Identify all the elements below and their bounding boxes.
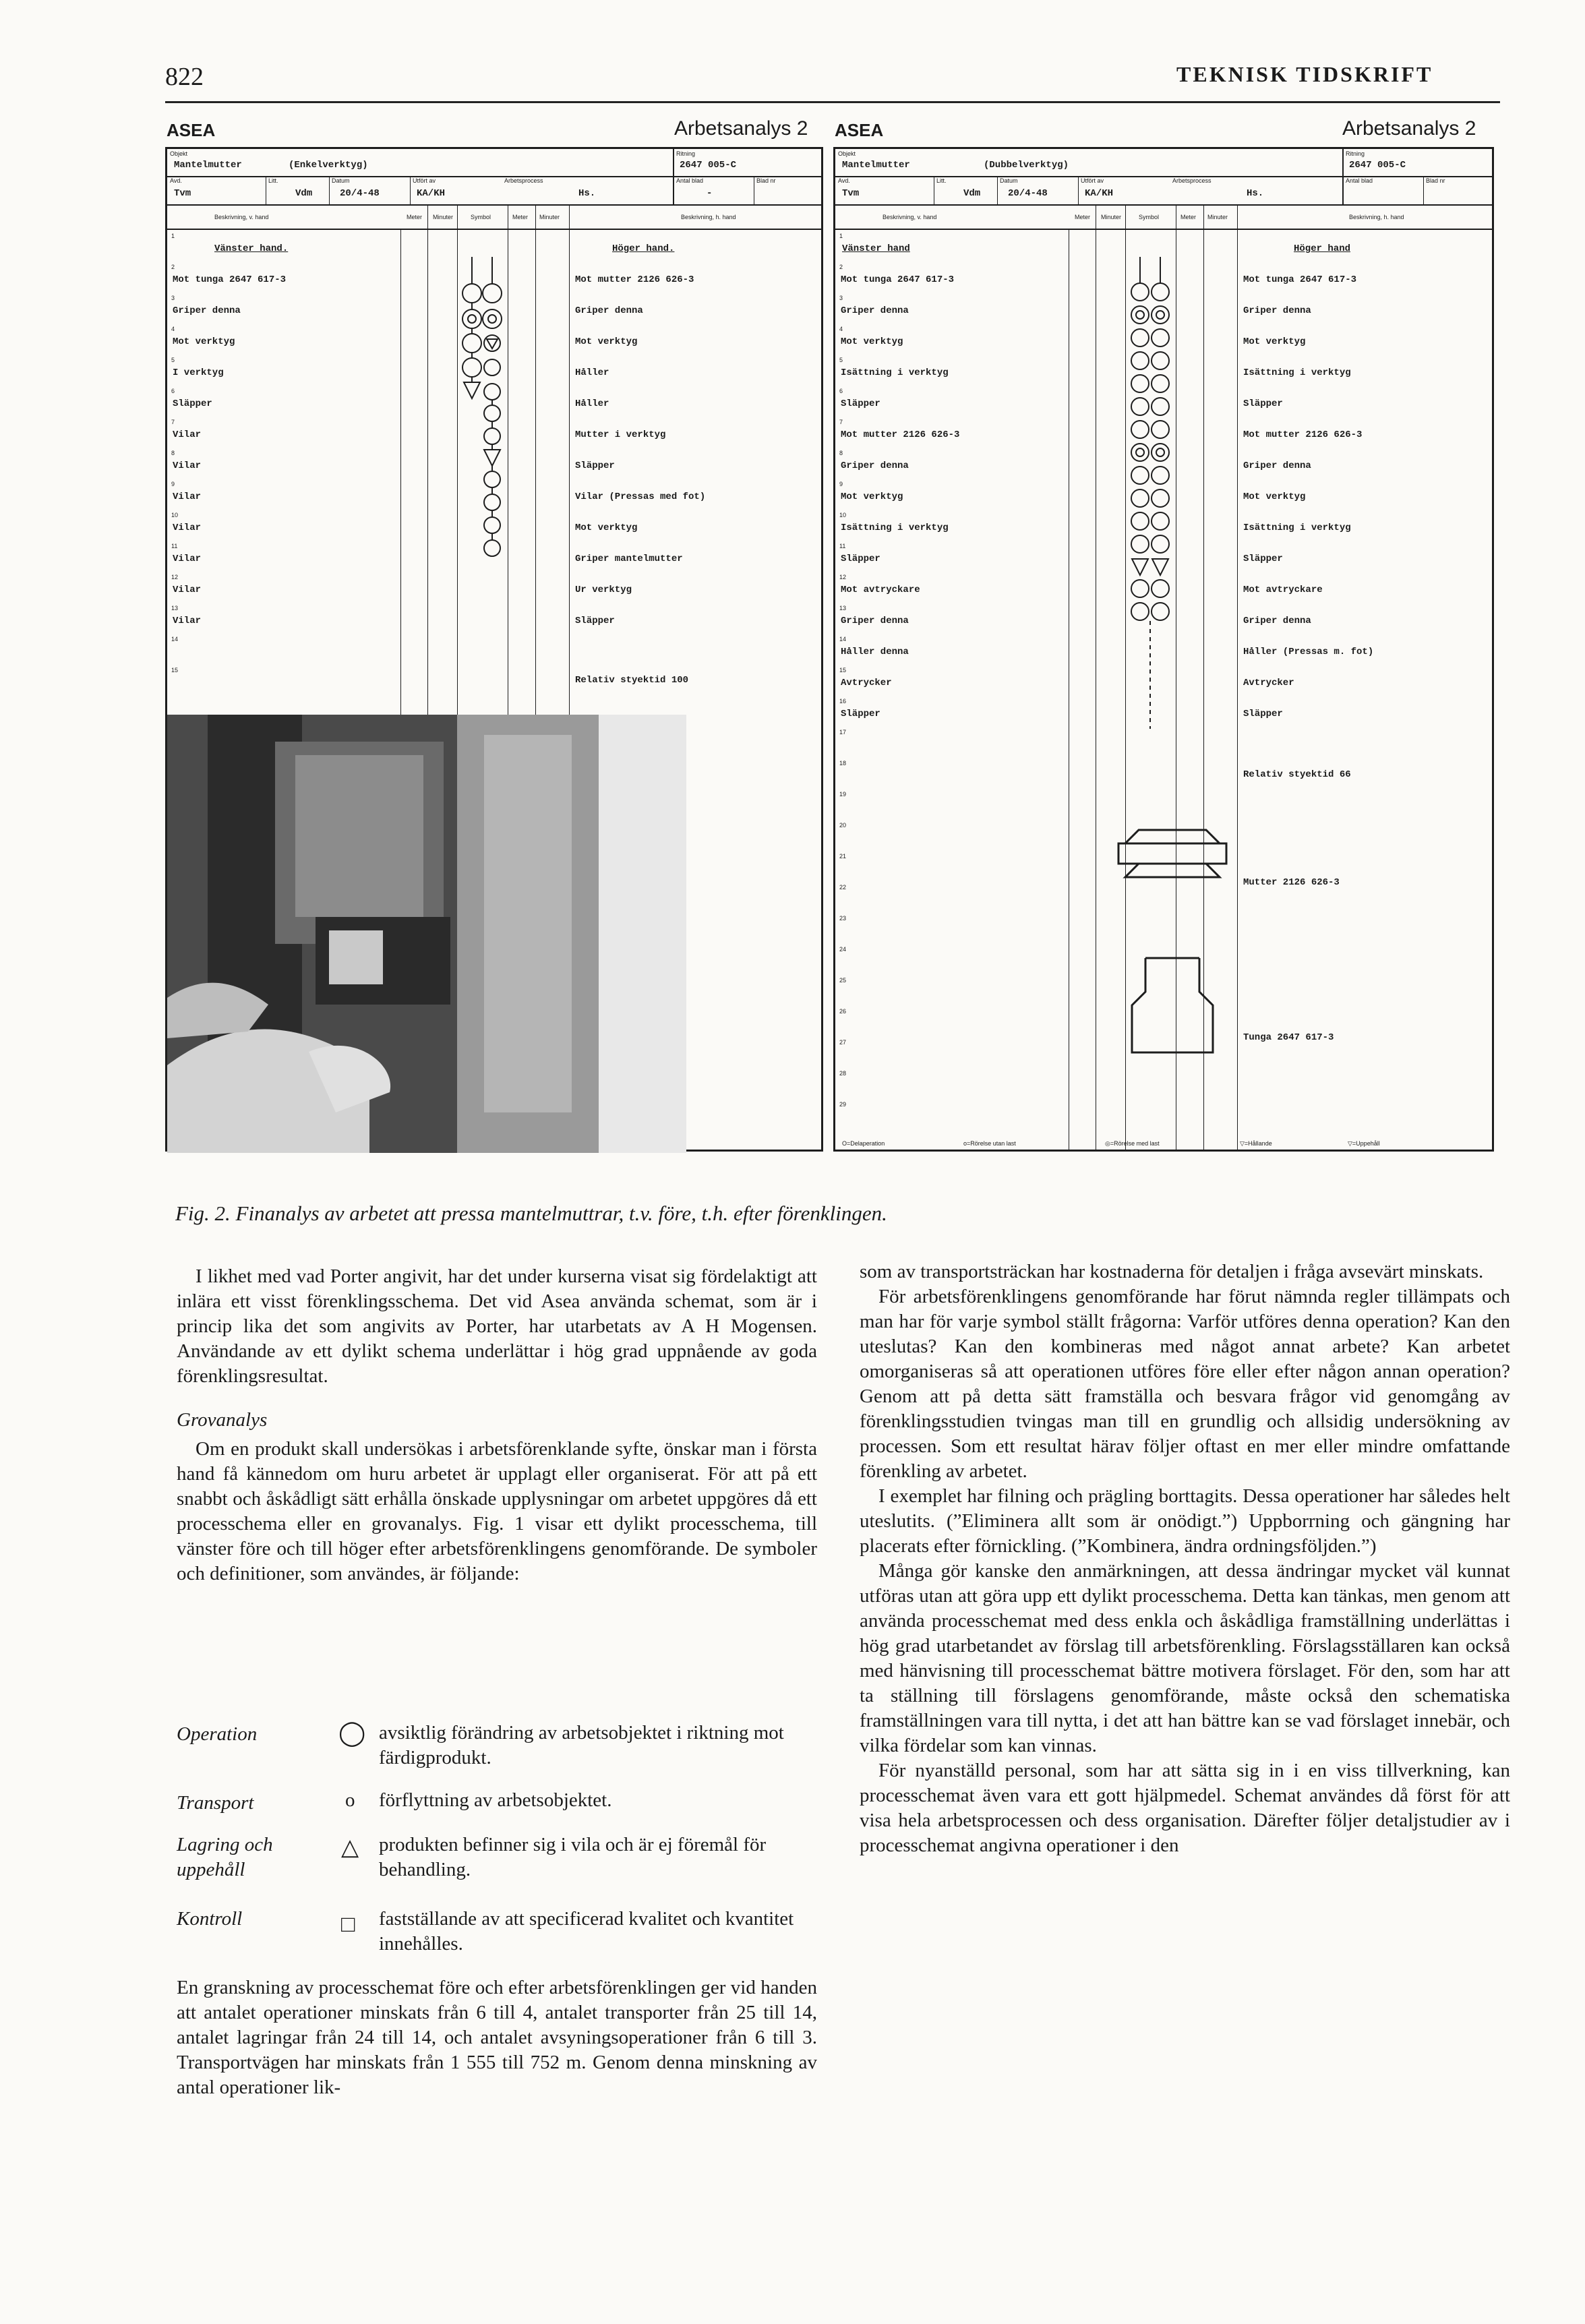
right-column — [860, 1259, 1510, 1858]
form-1-antal: - — [707, 188, 713, 199]
form-1-left-row: Vilar — [173, 491, 202, 502]
form-1-litt-label: Litt. — [268, 177, 278, 184]
form-1-left-row: Vilar — [173, 429, 202, 440]
form-2-right-row: Griper denna — [1243, 616, 1311, 626]
symbol-name: Lagring och uppehåll — [177, 1834, 273, 1880]
form-2-left-row: Håller denna — [841, 647, 909, 657]
left-column — [177, 1264, 817, 1586]
form-1-datum-label: Datum — [332, 177, 350, 184]
form-1-frame: Objekt Mantelmutter (Enkelverktyg) Ritning 2647 005-C Avd. Tvm Litt. Vdm Datum 20/4-48 Utfört av KA/KH Arbetsprocess Hs. Antal blad - Blad nr Beskrivning, v. hand Meter Minuter Symbol Meter Minuter Beskrivning, h. hand 1 2 3 4 5 6 7 8 9 10 11 12 13 14 15 Vänster hand. Höger hand. Mot tunga 2647 617-3 Griper denna Mot verktyg I verktyg Släpper Vilar Vilar Vilar Vilar Vilar Vilar Vilar Mot mutter 2126 626-3 Griper denna Mot verktyg Håller Håller Mutter i verktyg Släpper Vilar (Pressas med fot) Mot verktyg Griper mantelmutter Ur verktyg Släpper Relativ styektid 100 — [165, 147, 823, 1152]
symbol-name: Transport — [177, 1792, 254, 1814]
form-1-col-meter: Meter — [407, 214, 423, 220]
paragraph: Många gör kanske den anmärkningen, att dessa ändringar mycket väl kunnat utföras utan att göra upp ett dylikt processchema. Detta kan tänkas, men genom att använda processchemat med dess enkla och åskådliga framställning underlättas i hög grad utarbetandet av förslag till arbetsförenkling. Förslagsställaren kan också med hänvisning till processchemat bättre motivera förslaget. För den, som har att ta ställning till förslagens genomförande, måste också den schematiska framställningen vara till nytta, i det att han bättre kan se vad förslaget innebär, och vilka fördelar som kan vinnas. — [860, 1560, 1510, 1756]
form-2-part-mutter: Mutter 2126 626-3 — [1243, 877, 1340, 888]
form-2-left-row: Släpper — [841, 554, 880, 564]
form-1-blad-label: Blad nr — [756, 177, 776, 184]
form-2-avd: Tvm — [842, 188, 860, 199]
form-2-left-row: Mot avtryckare — [841, 585, 920, 595]
form-1-left-row: Vilar — [173, 523, 202, 533]
form-2-right-row: Isättning i verktyg — [1243, 367, 1351, 378]
form-2-right-row: Mot verktyg — [1243, 336, 1306, 347]
form-1-right-row: Håller — [575, 398, 609, 409]
form-2-title: Arbetsanalys 2 — [1342, 117, 1476, 140]
paragraph: För arbetsförenklingens genomförande har förut nämnda regler tillämpats och man har för varje symbol ställt frågorna: Varför utföres denna operation? Kan den uteslutas? Kan den kombineras med något annat arbete? Kan arbetet omorganiseras så att operationen utföres före eller efter någon annan operation? Genom att på detta sätt framställa och besvara frågor vid genomgång av förenklingsstudien tvingas man till en grundlig och allsidig undersökning av processen. Som ett resultat härav följer oftast en mer eller mindre omfattande förenkling av arbetet. — [860, 1286, 1510, 1482]
workshop-photo — [167, 715, 686, 1153]
form-2-left-row: Mot tunga 2647 617-3 — [841, 274, 955, 285]
press-operator-photo — [167, 715, 686, 1153]
paragraph: Om en produkt skall undersökas i arbetsförenklande syfte, önskar man i första hand få kännedom om huru arbetet är upplagt eller organiserat. För att på ett snabbt och åskådligt sätt erhålla önskade upplysningar om arbetet uppgöres då ett processchema eller en grovanalys. Fig. 1 visar ett dylikt processchema, till vänster före och till höger efter arbetsförenklingens genomförande. De symboler och definitioner, som användes, är följande: — [177, 1438, 817, 1584]
symbol-name: Operation — [177, 1723, 258, 1745]
form-1-right-row: Håller — [575, 367, 609, 378]
paragraph: I exemplet har filning och prägling borttagits. Dessa operationer har således helt uteslutits. (”Eliminera allt som är onödigt.”) Uppborrning och gängning har placerats efter förnickling. (”Kombinera, ändra ordningsföljden.”) — [860, 1485, 1510, 1557]
form-1-title: Arbetsanalys 2 — [674, 117, 808, 140]
form-1-left-row: Vilar — [173, 554, 202, 564]
form-1-litt: Vdm — [295, 188, 313, 199]
form-2-objekt-label: Objekt — [838, 150, 856, 157]
form-2-datum-label: Datum — [1000, 177, 1018, 184]
form-1-left-row: Släpper — [173, 398, 212, 409]
form-2-legend-item: ◎=Rörelse med last — [1105, 1140, 1160, 1147]
symbol-name: Kontroll — [177, 1908, 243, 1930]
form-1-variant: (Enkelverktyg) — [289, 160, 368, 171]
form-1-objekt-label: Objekt — [170, 150, 188, 157]
form-2-right-row: Mot mutter 2126 626-3 — [1243, 429, 1363, 440]
form-2-left-head: Vänster hand — [842, 243, 910, 254]
form-2-datum: 20/4-48 — [1008, 188, 1048, 199]
form-1-avd: Tvm — [174, 188, 191, 199]
form-1-objekt: Mantelmutter — [174, 160, 242, 171]
form-1-col-minuter: Minuter — [433, 214, 454, 220]
form-2-process: Hs. — [1247, 188, 1264, 199]
form-1-left-row: I verktyg — [173, 367, 224, 378]
form-1-left-head: Vänster hand. — [214, 243, 289, 254]
form-2-left-row: Mot verktyg — [841, 336, 903, 347]
form-1-col-meter2: Meter — [512, 214, 529, 220]
form-2-ritning: 2647 005-C — [1349, 160, 1406, 171]
form-1-col-right: Beskrivning, h. hand — [681, 214, 736, 220]
form-2-col-meter: Meter — [1075, 214, 1091, 220]
page-number: 822 — [165, 63, 204, 91]
form-1-ritning: 2647 005-C — [680, 160, 737, 171]
form-2-col-right: Beskrivning, h. hand — [1349, 214, 1404, 220]
form-1-symbol-chart — [457, 257, 508, 648]
form-2-left-row: Avtrycker — [841, 678, 892, 688]
form-2-legend-item: ▽=Hållande — [1240, 1140, 1272, 1147]
form-2-avd-label: Avd. — [838, 177, 850, 184]
form-2-blad-label: Blad nr — [1426, 177, 1445, 184]
form-2-left-row: Mot verktyg — [841, 491, 903, 502]
form-1-left-row: Mot verktyg — [173, 336, 235, 347]
form-1-col-symbol: Symbol — [471, 214, 491, 220]
form-2-variant: (Dubbelverktyg) — [984, 160, 1069, 171]
form-1-ritning-label: Ritning — [676, 150, 696, 157]
form-2-process-label: Arbetsprocess — [1172, 177, 1212, 184]
form-2-utfort: KA/KH — [1085, 188, 1114, 199]
form-1-right-row: Ur verktyg — [575, 585, 632, 595]
form-1-left-row: Griper denna — [173, 305, 241, 316]
form-2-left-row: Griper denna — [841, 460, 909, 471]
form-1-process: Hs. — [578, 188, 596, 199]
symbol-definition: förflyttning av arbetsobjektet. — [379, 1789, 612, 1811]
form-2-right-row: Isättning i verktyg — [1243, 523, 1351, 533]
part-drawings — [1105, 823, 1240, 1093]
form-1-right-head: Höger hand. — [612, 243, 675, 254]
form-2-legend-item: o=Rörelse utan last — [963, 1140, 1016, 1147]
form-1-col-left: Beskrivning, v. hand — [214, 214, 269, 220]
form-2-brand: ASEA — [835, 120, 884, 140]
form-1-right-row: Mot mutter 2126 626-3 — [575, 274, 694, 285]
form-2-part-tunga: Tunga 2647 617-3 — [1243, 1032, 1334, 1043]
form-2-right-row: Mot verktyg — [1243, 491, 1306, 502]
form-1-right-row: Vilar (Pressas med fot) — [575, 491, 706, 502]
form-1-avd-label: Avd. — [170, 177, 182, 184]
form-1-left-row: Vilar — [173, 585, 202, 595]
form-2-left-row: Släpper — [841, 709, 880, 719]
form-2-col-left: Beskrivning, v. hand — [883, 214, 937, 220]
form-2-left-row: Griper denna — [841, 305, 909, 316]
form-1-right-row: Mot verktyg — [575, 523, 638, 533]
symbol-definition: produkten befinner sig i vila och är ej föremål för behandling. — [379, 1834, 767, 1880]
form-1-left-row: Vilar — [173, 616, 202, 626]
form-2-antal-label: Antal blad — [1346, 177, 1373, 184]
form-2-legend-item: O=Delaperation — [842, 1140, 885, 1147]
form-1-brand: ASEA — [167, 120, 216, 140]
form-1-utfort-label: Utfört av — [413, 177, 436, 184]
form-2-right-row: Mot avtryckare — [1243, 585, 1323, 595]
symbol-definition: avsiktlig förändring av arbetsobjektet i riktning mot färdigprodukt. — [379, 1722, 784, 1768]
form-2-right-row: Släpper — [1243, 398, 1283, 409]
form-2-objekt: Mantelmutter — [842, 160, 910, 171]
paragraph: som av transportsträckan har kostnaderna för detaljen i fråga avsevärt minskats. — [860, 1261, 1484, 1282]
form-2-left-row: Griper denna — [841, 616, 909, 626]
form-2-ritning-label: Ritning — [1346, 150, 1365, 157]
form-2-right-row: Släpper — [1243, 554, 1283, 564]
form-2-frame: Objekt Mantelmutter (Dubbelverktyg) Ritning 2647 005-C Avd. Tvm Litt. Vdm Datum 20/4-48 Utfört av KA/KH Arbetsprocess Hs. Antal blad Blad nr Beskrivning, v. hand Meter Minuter Symbol Meter Minuter Beskrivning, h. hand 1 2 3 4 5 6 7 8 9 10 11 12 13 14 15 16 17 18 19 20 21 22 23 24 25 26 27 28 29 Vänster hand Höger hand Mot tunga 2647 617-3 Griper denna Mot verktyg Isättning i verktyg Släpper Mot mutter 2126 626-3 Griper denna Mot verktyg Isättning i verktyg Släpper Mot avtryckare Griper denna Håller denna Avtrycker Släpper Mot tunga 2647 617-3 Griper denna Mot verktyg Isättning i verktyg Släpper Mot mutter 2126 626-3 Griper denna Mot verktyg Isättning i verktyg Släpper Mot avtryckare Griper denna Håller (Pressas m. fot) Avtrycker Släpper Relativ styektid 66 Mutter 2126 626-3 Tunga 2647 617-3 O=Delaperation o=Rörelse utan last ◎=Rörelse med last ▽=Hållande ▽=Uppehåll — [833, 147, 1494, 1152]
form-2-col-minuter2: Minuter — [1207, 214, 1228, 220]
form-2-right-row: Griper denna — [1243, 460, 1311, 471]
form-1-left-row: Vilar — [173, 460, 202, 471]
form-2-utfort-label: Utfört av — [1081, 177, 1104, 184]
form-1-right-row: Mutter i verktyg — [575, 429, 666, 440]
form-2-litt-label: Litt. — [936, 177, 947, 184]
form-2-right-row: Griper denna — [1243, 305, 1311, 316]
left-column-end — [177, 1975, 817, 2100]
form-2-summary: Relativ styektid 66 — [1243, 769, 1351, 780]
control-symbol-icon: □ — [341, 1912, 355, 1937]
form-2-col-minuter: Minuter — [1101, 214, 1122, 220]
form-2-symbol-chart — [1125, 257, 1176, 742]
form-1-datum: 20/4-48 — [340, 188, 380, 199]
paragraph: För nyanställd personal, som har att sätta sig in i en viss tillverkning, kan processchemat även vara ett gott hjälpmedel. Schemat användes då först för att visa hela arbetsprocessen och dess organisation. Därefter följer detaljstudier av i processchemat angivna operationer i den — [860, 1760, 1510, 1856]
form-1-right-row: Släpper — [575, 616, 615, 626]
form-2-right-head: Höger hand — [1294, 243, 1351, 254]
form-1-right-row: Griper mantelmutter — [575, 554, 683, 564]
form-2-left-row: Mot mutter 2126 626-3 — [841, 429, 960, 440]
form-2-left-row: Isättning i verktyg — [841, 367, 949, 378]
operation-symbol-icon: ◯ — [338, 1719, 366, 1746]
section-heading: Grovanalys — [177, 1409, 268, 1431]
form-1-utfort: KA/KH — [417, 188, 446, 199]
form-2-left-row: Isättning i verktyg — [841, 523, 949, 533]
symbol-definitions — [177, 1721, 817, 1977]
form-1-col-minuter2: Minuter — [539, 214, 560, 220]
transport-symbol-icon: o — [345, 1789, 355, 1811]
form-2-right-row: Släpper — [1243, 709, 1283, 719]
form-2 — [833, 117, 1494, 1152]
form-1-antal-label: Antal blad — [676, 177, 704, 184]
form-2-right-row: Håller (Pressas m. fot) — [1243, 647, 1374, 657]
form-2-litt: Vdm — [963, 188, 981, 199]
symbol-definition: fastställande av att specificerad kvalitet och kvantitet innehålles. — [379, 1908, 794, 1955]
form-2-col-meter2: Meter — [1180, 214, 1197, 220]
storage-symbol-icon: △ — [341, 1835, 359, 1860]
paragraph: En granskning av processchemat före och efter arbetsförenklingen ger vid handen att antalet operationer minskats från 6 till 4, antalet transporter från 25 till 14, antalet lagringar från 24 till 14, och antalet avsyningsoperationer från 6 till 3. Transportvägen har minskats från 1 555 till 752 m. Genom denna minskning av antal operationer lik- — [177, 1977, 817, 2098]
form-1-summary: Relativ styektid 100 — [575, 675, 689, 686]
form-1-right-row: Griper denna — [575, 305, 643, 316]
paragraph: I likhet med vad Porter angivit, har det under kurserna visat sig fördelaktigt att inlära ett visst förenklingsschema. Det vid Asea använda schemat, som är i princip lika det som angivits av Porter, har utarbetats av A H Mogensen. Användande av ett dylikt schema underlättar i hög grad uppnående av goda förenklingsresultat. — [177, 1265, 817, 1387]
form-2-legend-item: ▽=Uppehåll — [1348, 1140, 1380, 1147]
form-2-left-row: Släpper — [841, 398, 880, 409]
form-2-col-symbol: Symbol — [1139, 214, 1160, 220]
header-rule — [165, 101, 1500, 103]
figure-caption: Fig. 2. Finanalys av arbetet att pressa mantelmuttrar, t.v. före, t.h. efter förenklingen. — [175, 1201, 887, 1225]
form-2-right-row: Mot tunga 2647 617-3 — [1243, 274, 1357, 285]
form-1-right-row: Mot verktyg — [575, 336, 638, 347]
form-2-right-row: Avtrycker — [1243, 678, 1294, 688]
form-1-right-row: Släpper — [575, 460, 615, 471]
journal-title: TEKNISK TIDSKRIFT — [1176, 62, 1433, 86]
form-1-process-label: Arbetsprocess — [504, 177, 543, 184]
form-1-left-row: Mot tunga 2647 617-3 — [173, 274, 287, 285]
